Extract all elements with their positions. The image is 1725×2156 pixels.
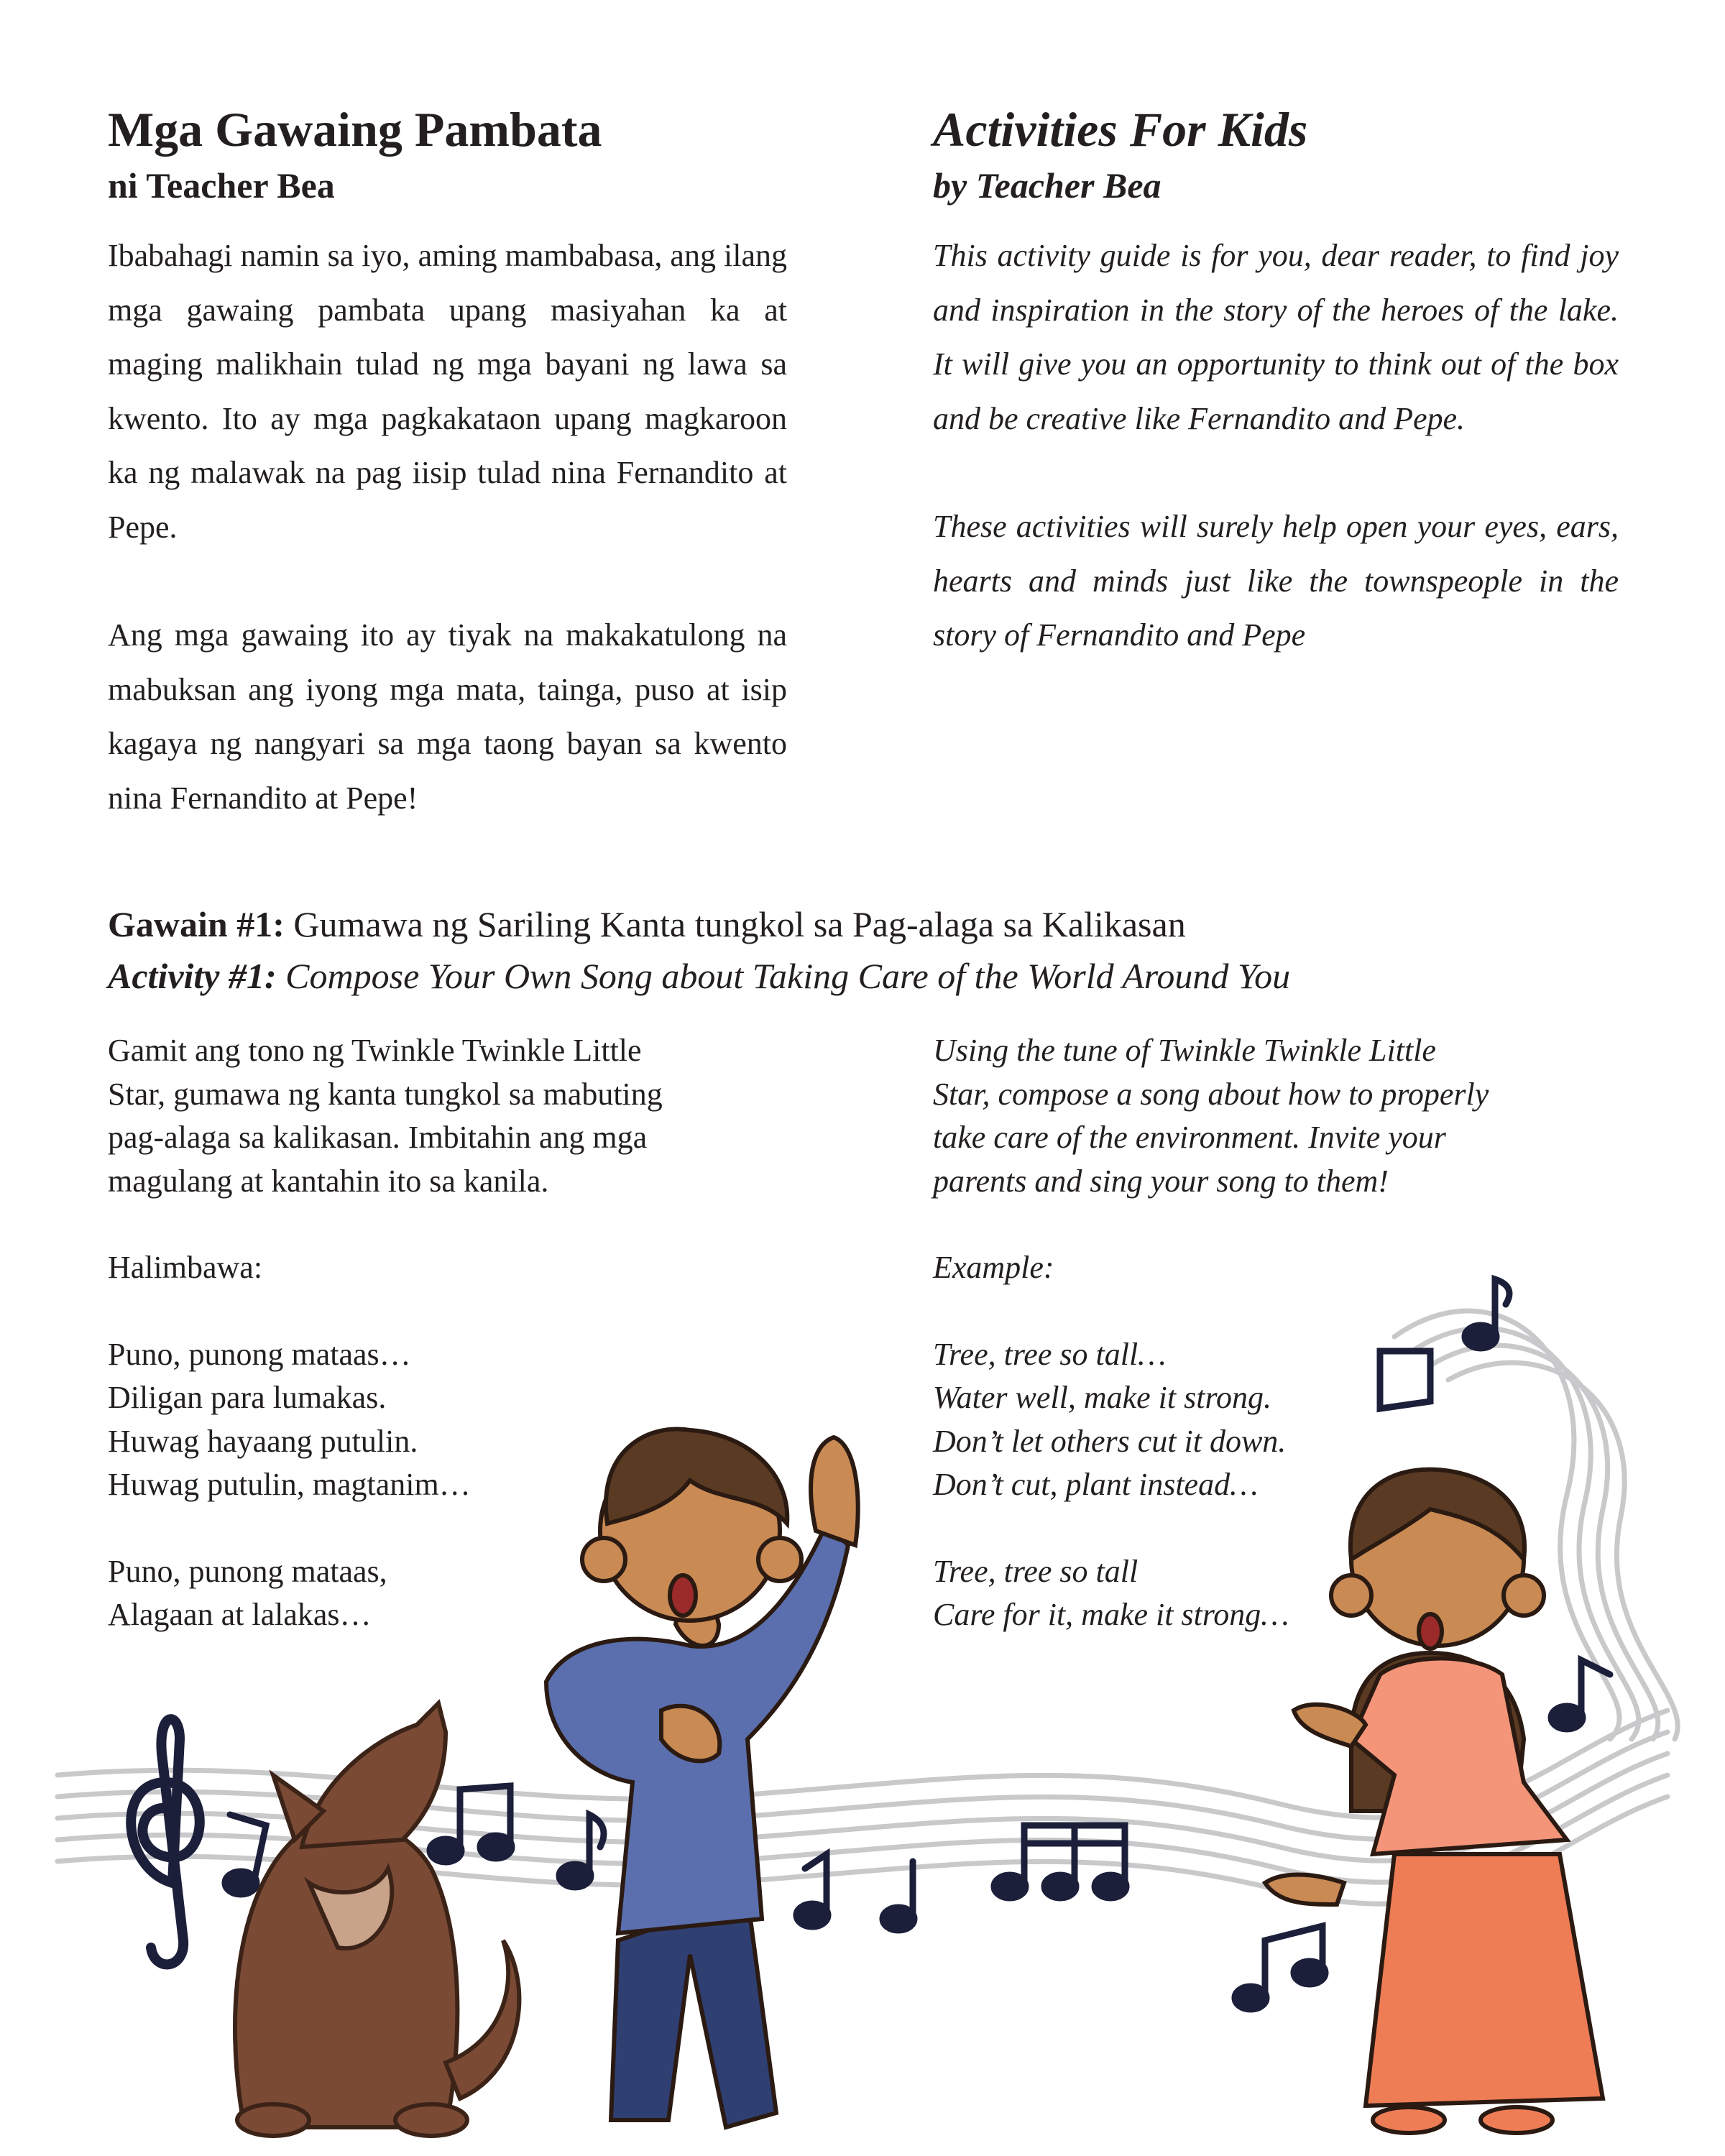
song-line: Don’t let others cut it down. (933, 1423, 1287, 1459)
tagalog-instruction-line: magulang at kantahin ito sa kanila. (108, 1163, 549, 1199)
english-title: Activities For Kids (933, 102, 1308, 157)
activity-label-english: Activity #1: (108, 956, 277, 996)
english-instruction-line: Star, compose a song about how to properly (933, 1076, 1489, 1112)
english-instruction-line: parents and sing your song to them! (933, 1163, 1389, 1199)
english-instruction-line: take care of the environment. Invite your (933, 1120, 1446, 1155)
english-song-column (933, 1029, 1616, 1637)
song-line: Diligan para lumakas. (108, 1380, 387, 1415)
note-icon (225, 1871, 257, 1894)
english-verse-1 (933, 1333, 1616, 1507)
tagalog-song-column (108, 1029, 827, 1637)
note-icon (1235, 1986, 1266, 2009)
activity-title-tagalog: Gumawa ng Sariling Kanta tungkol sa Pag-alaga sa Kalikasan (293, 904, 1186, 944)
song-line: Puno, punong mataas… (108, 1336, 411, 1372)
song-line: Tree, tree so tall (933, 1553, 1138, 1589)
treble-clef-icon (131, 1719, 200, 1964)
tagalog-example-label: Halimbawa: (108, 1250, 263, 1285)
dog-illustration (235, 1703, 519, 2136)
english-paragraph-2: These activities will surely help open your eyes, ears, hearts and minds just like the townspeople in the story of Fernandito and Pepe (933, 509, 1619, 653)
note-icon (796, 1904, 828, 1927)
note-icon (1044, 1875, 1076, 1898)
song-line: Huwag putulin, magtanim… (108, 1467, 471, 1502)
english-instruction-line: Using the tune of Twinkle Twinkle Little (933, 1033, 1436, 1068)
tagalog-instructions (108, 1029, 827, 1203)
song-line: Huwag hayaang putulin. (108, 1423, 418, 1459)
activity-label-tagalog: Gawain #1: (108, 904, 285, 944)
note-icon (1095, 1875, 1126, 1898)
tagalog-title: Mga Gawaing Pambata (108, 102, 602, 157)
song-line: Care for it, make it strong… (933, 1597, 1289, 1632)
english-verse-2 (933, 1550, 1616, 1637)
note-icon (559, 1864, 591, 1887)
song-line: Puno, punong mataas, (108, 1553, 387, 1589)
tagalog-paragraph-1: Ibabahagi namin sa iyo, aming mambabasa, ang ilang mga gawaing pambata upang masiyahan ka at maging malikhain tulad ng mga bayani ng lawa sa kwento. Ito ay mga pagkakataon upang magkaroon ka ng malawak na pag iisip tulad nina Fernandito at Pepe. (108, 238, 787, 545)
note-icon (1551, 1706, 1583, 1729)
note-icon (480, 1835, 512, 1858)
note-icon (994, 1875, 1026, 1898)
tagalog-paragraph-2: Ang mga gawaing ito ay tiyak na makakatulong na mabuksan ang iyong mga mata, tainga, puso at isip kagaya ng nangyari sa mga taong bayan sa kwento nina Fernandito at Pepe! (108, 617, 787, 816)
song-line: Water well, make it strong. (933, 1380, 1271, 1415)
tagalog-byline: ni Teacher Bea (108, 165, 335, 206)
note-icon (430, 1839, 461, 1862)
note-icon (883, 1907, 914, 1930)
english-instructions (933, 1029, 1616, 1203)
tagalog-instruction-line: Star, gumawa ng kanta tungkol sa mabuting (108, 1076, 663, 1112)
english-paragraph-1: This activity guide is for you, dear reader, to find joy and inspiration in the story of the heroes of the lake. It will give you an opportunity to think out of the box and be creative like Fernandito and Pepe. (933, 238, 1619, 436)
tagalog-verse-1 (108, 1333, 827, 1507)
english-byline: by Teacher Bea (933, 165, 1162, 206)
english-example-label: Example: (933, 1250, 1054, 1285)
note-icon (1294, 1961, 1325, 1984)
song-line: Don’t cut, plant instead… (933, 1467, 1259, 1502)
tagalog-instruction-line: Gamit ang tono ng Twinkle Twinkle Little (108, 1033, 642, 1068)
tagalog-instruction-line: pag-alaga sa kalikasan. Imbitahin ang mga (108, 1120, 648, 1155)
tagalog-verse-2 (108, 1550, 827, 1637)
activity-title-english: Compose Your Own Song about Taking Care of the World Around You (285, 956, 1291, 996)
song-line: Alagaan at lalakas… (108, 1597, 372, 1632)
song-line: Tree, tree so tall… (933, 1336, 1167, 1372)
